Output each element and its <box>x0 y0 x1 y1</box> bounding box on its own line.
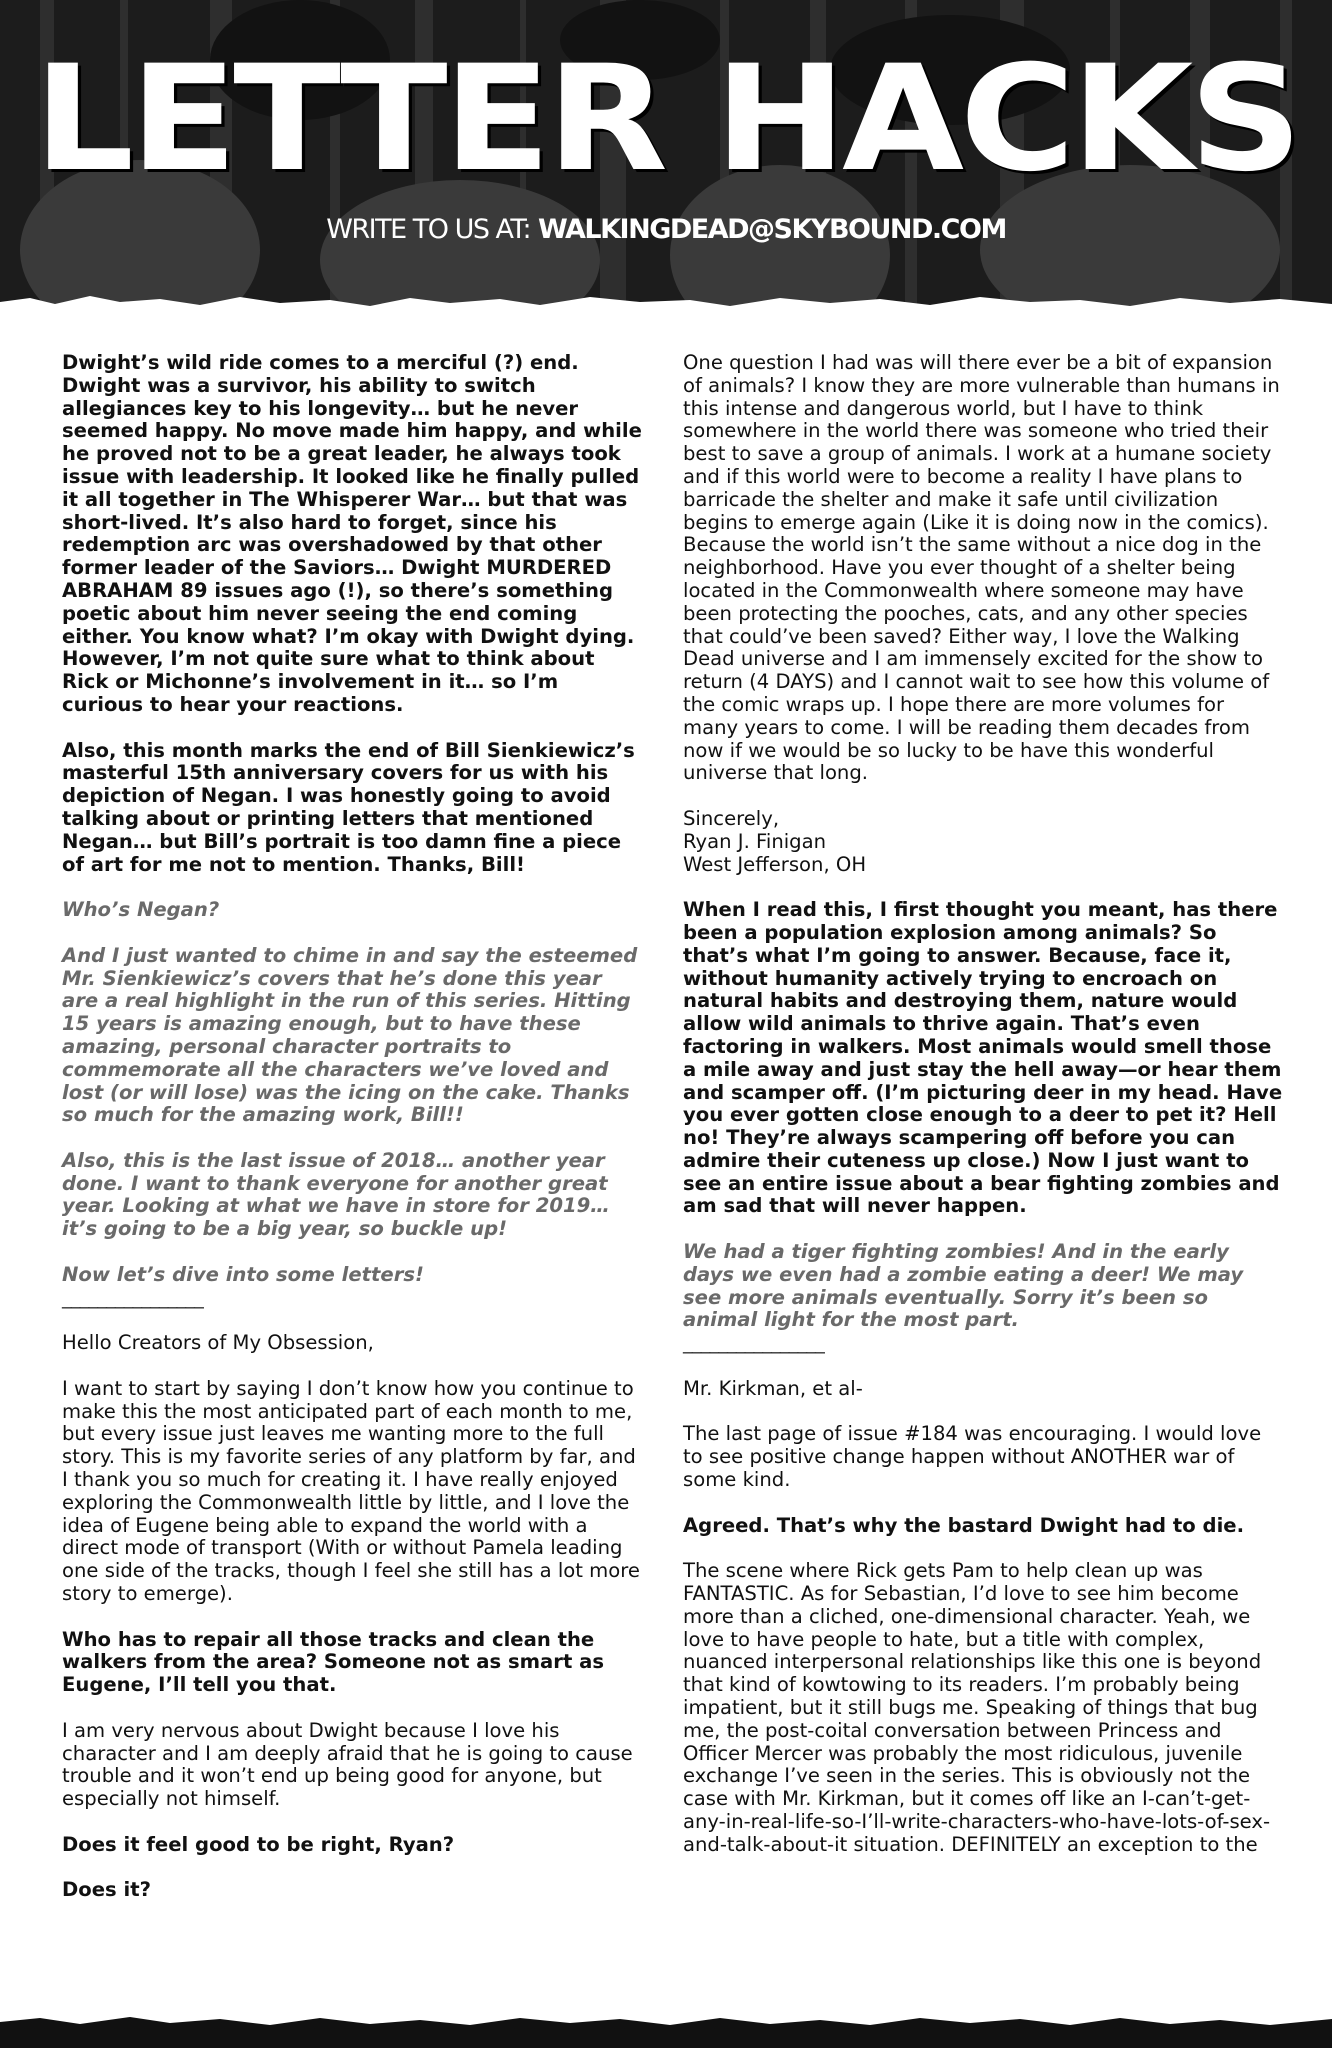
letter-greeting: Hello Creators of My Obsession, <box>62 1331 374 1355</box>
editor-reply: Who has to repair all those tracks and clean the walkers from the area? Someone not as smart as Eugene, I’ll tell you that. <box>62 1627 605 1697</box>
letter-separator: ________________ <box>683 1331 824 1355</box>
letter-body: I want to start by saying I don’t know how you continue to make this the most anticipated part of each month to me, but every issue just leaves me wanting more to the full story. This is my favorite series of any platform by far, and I thank you so much for creating it. I have really enjoyed exploring the Commonwealth little by little, and I love the idea of Eugene being able to expand the world with a direct mode of transport (With or without Pamela leading one side of the tracks, though I feel she still has a lot more story to emerge). <box>62 1376 640 1606</box>
page-title: LETTER HACKS <box>33 34 1299 204</box>
editor-reply: Also, this month marks the end of Bill Sienkiewicz’s masterful 15th anniversary covers for us with his depiction of Negan. I was honestly going to avoid talking about or printing letters that mentioned Negan… but Bill’s portrait is too damn fine a piece of art for me not to mention. Thanks, Bill! <box>62 738 635 876</box>
letter-greeting: Mr. Kirkman, et al- <box>683 1376 863 1400</box>
torn-edge-top <box>0 290 1332 330</box>
editor-reply: Agreed. That’s why the bastard Dwight had to die. <box>683 1513 1245 1537</box>
editor-reply: Does it? <box>62 1878 151 1902</box>
right-column <box>683 352 1283 1879</box>
left-column <box>62 352 644 1925</box>
editor-aside: We had a tiger fighting zombies! And in the early days we even had a zombie eating a deer! We may see more animals eventually. Sorry it’s been so animal light for the most part. <box>683 1240 1244 1332</box>
editor-aside: And I just wanted to chime in and say the esteemed Mr. Sienkiewicz’s covers that he’s done this year are a real highlight in the run of this series. Hitting 15 years is amazing enough, but to have these amazing, personal character portraits to commemorate all the characters we’ve loved and lost (or will lose) was the icing on the cake. Thanks so much for the amazing work, Bill!! <box>62 943 638 1127</box>
write-to-us <box>0 214 1332 245</box>
torn-edge-bottom <box>0 2012 1332 2048</box>
email-address: WALKINGDEAD@SKYBOUND.COM <box>537 214 1006 245</box>
letter-body: The last page of issue #184 was encouraging. I would love to see positive change happen without ANOTHER war of some kind. <box>683 1422 1262 1492</box>
letter-body: The scene where Rick gets Pam to help clean up was FANTASTIC. As for Sebastian, I’d love to see him become more than a cliched, one-dimensional character. Yeah, we love to have people to hate, but a title with complex, nuanced interpersonal relationships like this one is beyond that kind of kowtowing to its readers. I’m probably being impatient, but it still bugs me. Speaking of things that bug me, the post-coital conversation between Princess and Officer Mercer was probably the most ridiculous, juvenile exchange I’ve seen in the series. This is obviously not the case with Mr. Kirkman, but it comes off like an I-can’t-get-any-in-real-life-so-I’ll-write-characters-who-have-lots-of-sex-and-talk-about-it situation. DEFINITELY an exception to the <box>683 1559 1271 1856</box>
editor-reply: Dwight’s wild ride comes to a merciful (?) end. Dwight was a survivor, his ability to switch allegiances key to his longevity… but he never seemed happy. No move made him happy, and while he proved not to be a great leader, he always took issue with leadership. It looked like he finally pulled it all together in The Whisperer War… but that was short-lived. It’s also hard to forget, since his redemption arc was overshadowed by that other former leader of the Saviors… Dwight MURDERED ABRAHAM 89 issues ago (!), so there’s something poetic about him never seeing the end coming either. You know what? I’m okay with Dwight dying. However, I’m not quite sure what to think about Rick or Michonne’s involvement in it… so I’m curious to hear your reactions. <box>62 351 642 716</box>
letter-body: I am very nervous about Dwight because I love his character and I am deeply afraid that he is going to cause trouble and it won’t end up being good for anyone, but especially not himself. <box>62 1718 633 1811</box>
letter-signature: Sincerely, Ryan J. Finigan West Jefferson, OH <box>683 806 867 876</box>
editor-aside: Who’s Negan? <box>62 898 220 922</box>
editor-aside: Now let’s dive into some letters! <box>62 1262 424 1286</box>
editor-aside: Also, this is the last issue of 2018… another year done. I want to thank everyone for another great year. Looking at what we have in store for 2019… it’s going to be a big year, so buckle up! <box>62 1148 610 1241</box>
letter-separator: ________________ <box>62 1285 203 1309</box>
letter-body: One question I had was will there ever be a bit of expansion of animals? I know they are more vulnerable than humans in this intense and dangerous world, but I have to think somewhere in the world there was someone who tried their best to save a group of animals. I work at a humane society and if this world were to become a reality I have plans to barricade the shelter and make it safe until civilization begins to emerge again (Like it is doing now in the comics). Because the world isn’t the same without a nice dog in the neighborhood. Have you ever thought of a shelter being located in the Commonwealth where someone may have been protecting the pooches, cats, and any other species that could’ve been saved? Either way, I love the Walking Dead universe and I am immensely excited for the show to return (4 DAYS) and I cannot wait to see how this volume of the comic wraps up. I hope there are more volumes for many years to come. I will be reading them decades from now if we would be so lucky to be have this wonderful universe that long. <box>683 351 1280 785</box>
header-banner <box>0 0 1332 312</box>
editor-reply: When I read this, I first thought you meant, has there been a population explosion among animals? So that’s what I’m going to answer. Because, face it, without humanity actively trying to encroach on natural habits and destroying them, nature would allow wild animals to thrive again. That’s even factoring in walkers. Most animals would smell those a mile away and just stay the hell away—or hear them and scamper off. (I’m picturing deer in my head. Have you ever gotten close enough to a deer to pet it? Hell no! They’re always scampering off before you can admire their cuteness up close.) Now I just want to see an entire issue about a bear fighting zombies and am sad that will never happen. <box>683 898 1283 1218</box>
write-prefix: WRITE TO US AT: <box>326 214 531 245</box>
editor-reply: Does it feel good to be right, Ryan? <box>62 1832 455 1856</box>
